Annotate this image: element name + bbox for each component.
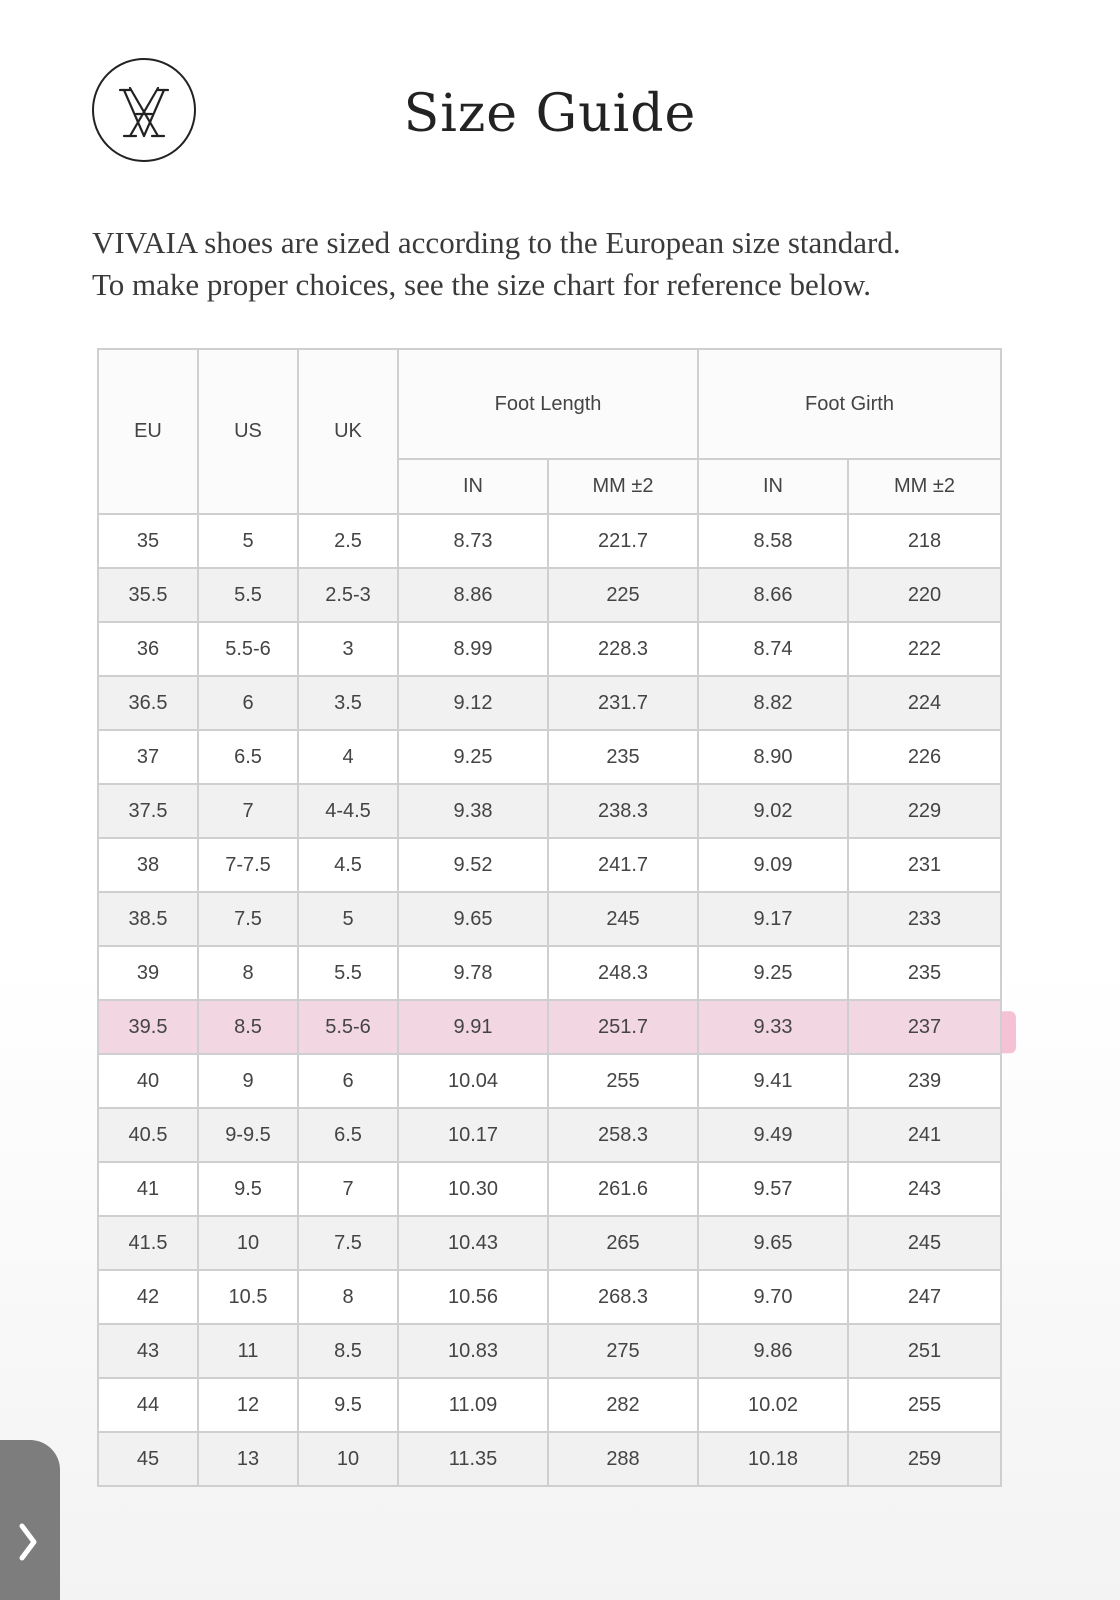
cell-length-mm: 268.3	[548, 1270, 698, 1324]
cell-length-mm: 261.6	[548, 1162, 698, 1216]
cell-length-in: 8.86	[398, 568, 548, 622]
cell-eu: 36.5	[98, 676, 198, 730]
cell-length-in: 9.65	[398, 892, 548, 946]
cell-uk: 7.5	[298, 1216, 398, 1270]
cell-eu: 40	[98, 1054, 198, 1108]
cell-us: 6	[198, 676, 298, 730]
cell-length-in: 10.83	[398, 1324, 548, 1378]
cell-length-in: 10.43	[398, 1216, 548, 1270]
cell-length-in: 8.99	[398, 622, 548, 676]
table-row	[98, 568, 1001, 622]
header-foot-length: Foot Length	[398, 349, 698, 459]
cell-us: 10.5	[198, 1270, 298, 1324]
cell-us: 12	[198, 1378, 298, 1432]
cell-uk: 2.5-3	[298, 568, 398, 622]
cell-girth-in: 9.65	[698, 1216, 848, 1270]
cell-uk: 10	[298, 1432, 398, 1486]
cell-uk: 3	[298, 622, 398, 676]
cell-girth-in: 8.82	[698, 676, 848, 730]
cell-girth-mm: 251	[848, 1324, 1001, 1378]
side-drawer-tab[interactable]	[0, 1440, 60, 1600]
cell-girth-in: 8.74	[698, 622, 848, 676]
cell-length-in: 10.56	[398, 1270, 548, 1324]
header-uk: UK	[298, 349, 398, 514]
cell-length-in: 9.25	[398, 730, 548, 784]
cell-us: 5	[198, 514, 298, 568]
cell-girth-mm: 247	[848, 1270, 1001, 1324]
cell-uk: 2.5	[298, 514, 398, 568]
cell-length-in: 8.73	[398, 514, 548, 568]
table-row	[98, 838, 1001, 892]
cell-uk: 5	[298, 892, 398, 946]
cell-eu: 39.5	[98, 1000, 198, 1054]
cell-uk: 8.5	[298, 1324, 398, 1378]
cell-uk: 4-4.5	[298, 784, 398, 838]
cell-length-mm: 248.3	[548, 946, 698, 1000]
cell-us: 5.5	[198, 568, 298, 622]
cell-length-in: 10.04	[398, 1054, 548, 1108]
table-row	[98, 1108, 1001, 1162]
cell-eu: 40.5	[98, 1108, 198, 1162]
cell-us: 5.5-6	[198, 622, 298, 676]
cell-girth-in: 9.25	[698, 946, 848, 1000]
cell-girth-mm: 222	[848, 622, 1001, 676]
cell-length-in: 11.09	[398, 1378, 548, 1432]
cell-girth-mm: 218	[848, 514, 1001, 568]
cell-uk: 4	[298, 730, 398, 784]
cell-uk: 4.5	[298, 838, 398, 892]
cell-girth-mm: 239	[848, 1054, 1001, 1108]
size-chart-table	[97, 348, 1002, 1487]
header-girth-mm: MM ±2	[848, 459, 1001, 514]
cell-girth-mm: 235	[848, 946, 1001, 1000]
cell-eu: 37.5	[98, 784, 198, 838]
cell-us: 13	[198, 1432, 298, 1486]
cell-girth-mm: 220	[848, 568, 1001, 622]
cell-uk: 9.5	[298, 1378, 398, 1432]
size-chart-body	[98, 514, 1001, 1486]
cell-uk: 7	[298, 1162, 398, 1216]
cell-girth-mm: 226	[848, 730, 1001, 784]
cell-us: 9-9.5	[198, 1108, 298, 1162]
table-row	[98, 1378, 1001, 1432]
cell-length-mm: 228.3	[548, 622, 698, 676]
intro-text	[92, 222, 1052, 306]
table-row	[98, 676, 1001, 730]
cell-eu: 43	[98, 1324, 198, 1378]
cell-eu: 36	[98, 622, 198, 676]
cell-uk: 5.5	[298, 946, 398, 1000]
cell-length-mm: 241.7	[548, 838, 698, 892]
page-title: Size Guide	[403, 84, 697, 144]
cell-length-in: 10.30	[398, 1162, 548, 1216]
cell-us: 7	[198, 784, 298, 838]
table-row	[98, 784, 1001, 838]
cell-girth-mm: 233	[848, 892, 1001, 946]
table-row	[98, 514, 1001, 568]
cell-eu: 35	[98, 514, 198, 568]
cell-girth-in: 9.33	[698, 1000, 848, 1054]
cell-us: 7-7.5	[198, 838, 298, 892]
cell-length-mm: 235	[548, 730, 698, 784]
cell-girth-in: 9.02	[698, 784, 848, 838]
cell-length-mm: 251.7	[548, 1000, 698, 1054]
cell-uk: 5.5-6	[298, 1000, 398, 1054]
cell-girth-in: 8.90	[698, 730, 848, 784]
cell-eu: 37	[98, 730, 198, 784]
cell-length-in: 10.17	[398, 1108, 548, 1162]
table-row	[98, 1000, 1001, 1054]
table-row	[98, 892, 1001, 946]
cell-eu: 45	[98, 1432, 198, 1486]
cell-girth-mm: 245	[848, 1216, 1001, 1270]
cell-girth-mm: 229	[848, 784, 1001, 838]
cell-length-mm: 288	[548, 1432, 698, 1486]
cell-eu: 41.5	[98, 1216, 198, 1270]
cell-length-in: 9.38	[398, 784, 548, 838]
table-row	[98, 622, 1001, 676]
table-row	[98, 946, 1001, 1000]
cell-us: 8	[198, 946, 298, 1000]
cell-length-in: 9.52	[398, 838, 548, 892]
cell-length-mm: 221.7	[548, 514, 698, 568]
header-foot-girth: Foot Girth	[698, 349, 1001, 459]
cell-uk: 6.5	[298, 1108, 398, 1162]
cell-eu: 39	[98, 946, 198, 1000]
header-us: US	[198, 349, 298, 514]
cell-girth-in: 10.18	[698, 1432, 848, 1486]
cell-uk: 3.5	[298, 676, 398, 730]
cell-length-mm: 238.3	[548, 784, 698, 838]
cell-us: 6.5	[198, 730, 298, 784]
cell-uk: 8	[298, 1270, 398, 1324]
cell-length-in: 9.91	[398, 1000, 548, 1054]
cell-us: 8.5	[198, 1000, 298, 1054]
header-length-in: IN	[398, 459, 548, 514]
cell-length-mm: 258.3	[548, 1108, 698, 1162]
cell-length-mm: 265	[548, 1216, 698, 1270]
cell-girth-mm: 224	[848, 676, 1001, 730]
cell-length-mm: 231.7	[548, 676, 698, 730]
cell-girth-in: 9.57	[698, 1162, 848, 1216]
cell-length-in: 9.12	[398, 676, 548, 730]
cell-length-in: 9.78	[398, 946, 548, 1000]
header-girth-in: IN	[698, 459, 848, 514]
cell-girth-mm: 255	[848, 1378, 1001, 1432]
cell-length-mm: 255	[548, 1054, 698, 1108]
cell-girth-in: 9.09	[698, 838, 848, 892]
table-row	[98, 730, 1001, 784]
header-eu: EU	[98, 349, 198, 514]
cell-eu: 38	[98, 838, 198, 892]
cell-us: 9	[198, 1054, 298, 1108]
table-row	[98, 1216, 1001, 1270]
table-row	[98, 1432, 1001, 1486]
cell-girth-mm: 231	[848, 838, 1001, 892]
cell-girth-mm: 237	[848, 1000, 1001, 1054]
cell-girth-in: 9.86	[698, 1324, 848, 1378]
cell-girth-in: 9.70	[698, 1270, 848, 1324]
cell-us: 7.5	[198, 892, 298, 946]
cell-eu: 42	[98, 1270, 198, 1324]
cell-eu: 35.5	[98, 568, 198, 622]
intro-line-1: VIVAIA shoes are sized according to the European size standard.	[92, 225, 901, 260]
table-row	[98, 1162, 1001, 1216]
cell-girth-in: 9.17	[698, 892, 848, 946]
cell-girth-in: 9.41	[698, 1054, 848, 1108]
cell-girth-in: 8.58	[698, 514, 848, 568]
table-row	[98, 1054, 1001, 1108]
cell-girth-in: 8.66	[698, 568, 848, 622]
cell-eu: 38.5	[98, 892, 198, 946]
cell-girth-mm: 243	[848, 1162, 1001, 1216]
cell-length-mm: 225	[548, 568, 698, 622]
cell-length-mm: 282	[548, 1378, 698, 1432]
chevron-right-icon	[14, 1522, 44, 1562]
cell-eu: 41	[98, 1162, 198, 1216]
cell-length-mm: 245	[548, 892, 698, 946]
cell-us: 9.5	[198, 1162, 298, 1216]
cell-girth-mm: 241	[848, 1108, 1001, 1162]
header-length-mm: MM ±2	[548, 459, 698, 514]
table-row	[98, 1270, 1001, 1324]
cell-uk: 6	[298, 1054, 398, 1108]
cell-girth-in: 10.02	[698, 1378, 848, 1432]
cell-us: 11	[198, 1324, 298, 1378]
cell-us: 10	[198, 1216, 298, 1270]
cell-length-in: 11.35	[398, 1432, 548, 1486]
table-row	[98, 1324, 1001, 1378]
cell-eu: 44	[98, 1378, 198, 1432]
cell-length-mm: 275	[548, 1324, 698, 1378]
cell-girth-mm: 259	[848, 1432, 1001, 1486]
intro-line-2: To make proper choices, see the size chart for reference below.	[92, 267, 872, 302]
cell-girth-in: 9.49	[698, 1108, 848, 1162]
